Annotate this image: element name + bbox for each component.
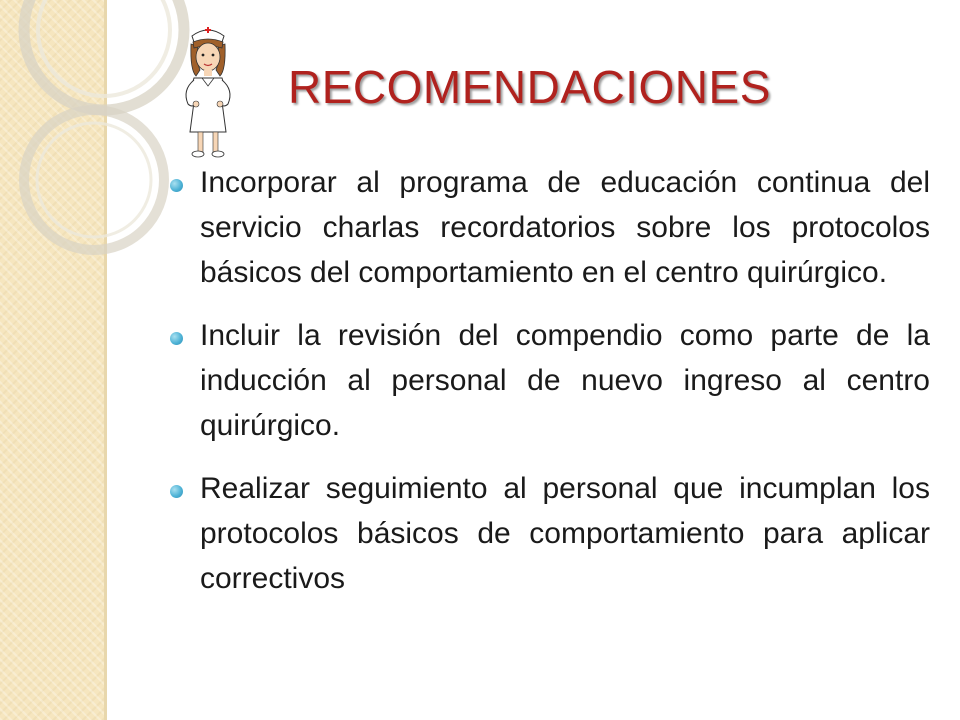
bullet-dot-icon	[170, 332, 183, 345]
nurse-illustration	[176, 20, 240, 160]
list-item	[158, 160, 930, 295]
page-title: RECOMENDACIONES	[288, 61, 771, 113]
list-item	[158, 466, 930, 601]
bullet-text: Incluir la revisión del compendio como parte de la inducción al personal de nuevo ingreso al centro quirúrgico.	[200, 319, 930, 442]
bullet-list	[158, 160, 930, 619]
bullet-text: Realizar seguimiento al personal que incumplan los protocolos básicos de comportamiento para aplicar correctivos	[200, 472, 930, 595]
bullet-dot-icon	[170, 179, 183, 192]
bullet-dot-icon	[170, 485, 183, 498]
bullet-text: Incorporar al programa de educación continua del servicio charlas recordatorios sobre los protocolos básicos del comportamiento en el centro quirúrgico.	[200, 166, 930, 289]
list-item	[158, 313, 930, 448]
